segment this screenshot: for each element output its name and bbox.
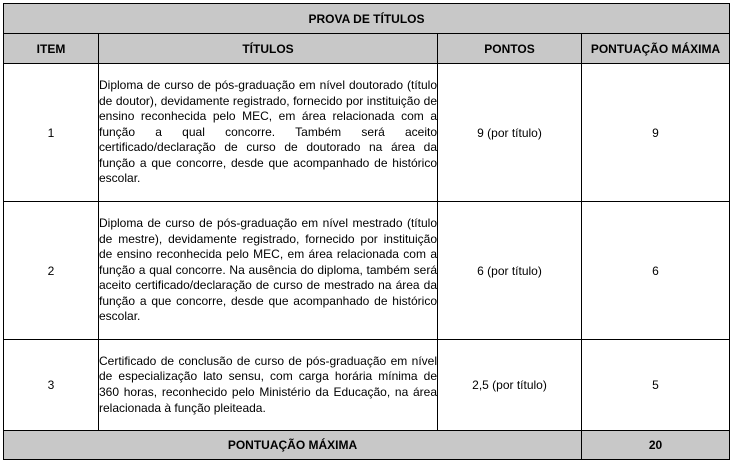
row-pontuacao-maxima: 6 <box>582 202 730 340</box>
row-titulo: Diploma de curso de pós-graduação em nível doutorado (título de doutor), devidamente registrado, fornecido por instituição de ensino reconhecida pelo MEC, em área relacionada com a função a qual concorre. Também será aceito certificado/declaração de curso de doutorado na área da função a que concorre, desde que acompanhado de histórico escolar. <box>99 64 438 202</box>
header-titulos: TÍTULOS <box>99 34 438 64</box>
row-pontuacao-maxima: 9 <box>582 64 730 202</box>
table-title: PROVA DE TÍTULOS <box>4 4 730 34</box>
row-item: 1 <box>4 64 99 202</box>
header-pontos: PONTOS <box>438 34 582 64</box>
row-pontos: 6 (por título) <box>438 202 582 340</box>
table-title-row <box>4 4 730 34</box>
footer-total: 20 <box>582 431 730 460</box>
row-item: 3 <box>4 340 99 431</box>
header-item: ITEM <box>4 34 99 64</box>
prova-de-titulos-table <box>3 3 730 460</box>
table-row <box>4 340 730 431</box>
footer-label: PONTUAÇÃO MÁXIMA <box>4 431 582 460</box>
table-row <box>4 202 730 340</box>
table-row <box>4 64 730 202</box>
row-item: 2 <box>4 202 99 340</box>
row-pontos: 2,5 (por título) <box>438 340 582 431</box>
row-pontos: 9 (por título) <box>438 64 582 202</box>
table-header-row <box>4 34 730 64</box>
row-titulo: Certificado de conclusão de curso de pós-graduação em nível de especialização lato sensu, com carga horária mínima de 360 horas, reconhecido pelo Ministério da Educação, na área relacionada à função pleiteada. <box>99 340 438 431</box>
table-footer-row <box>4 431 730 460</box>
document-page <box>3 3 729 460</box>
header-pontuacao-maxima: PONTUAÇÃO MÁXIMA <box>582 34 730 64</box>
row-titulo: Diploma de curso de pós-graduação em nível mestrado (título de mestre), devidamente registrado, fornecido por instituição de ensino reconhecida pelo MEC, em área relacionada com a função a qual concorre. Na ausência do diploma, também será aceito certificado/declaração de curso de mestrado na área da função a que concorre, desde que acompanhado de histórico escolar. <box>99 202 438 340</box>
row-pontuacao-maxima: 5 <box>582 340 730 431</box>
